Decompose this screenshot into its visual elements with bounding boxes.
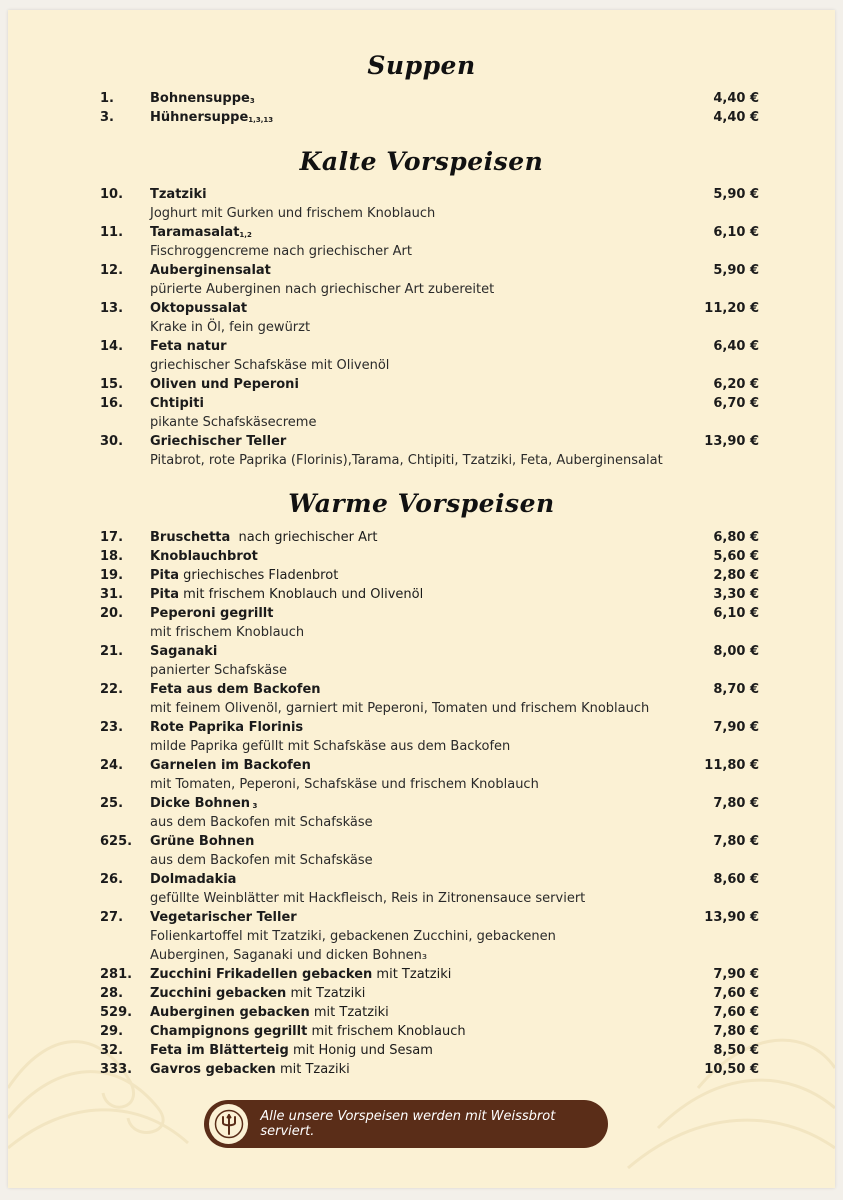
item-description: pürierte Auberginen nach griechischer Art zubereitet (150, 282, 495, 297)
item-name: Feta aus dem Backofen (150, 682, 321, 697)
item-price: 11,80 € (704, 758, 759, 773)
item-name: Grüne Bohnen (150, 834, 255, 849)
item-description: aus dem Backofen mit Schafskäse (150, 815, 373, 830)
item-name: Gavros gebacken mit Tzaziki (150, 1062, 350, 1077)
item-extra: mit Tzatziki (286, 986, 366, 1001)
item-description: gefüllte Weinblätter mit Hackfleisch, Reis in Zitronensauce serviert (150, 891, 586, 906)
item-name: Hühnersuppe$_{1,3,13}$ (150, 110, 274, 125)
item-number: 1. (100, 91, 114, 106)
item-name: Garnelen im Backofen (150, 758, 311, 773)
item-price: 5,90 € (713, 187, 759, 202)
item-price: 6,40 € (713, 339, 759, 354)
item-number: 22. (100, 682, 124, 697)
item-description: griechischer Schafskäse mit Olivenöl (150, 358, 390, 373)
item-price: 6,80 € (713, 530, 759, 545)
item-number: 26. (100, 872, 124, 887)
item-allergens: 3 (249, 97, 255, 105)
item-number: 25. (100, 796, 124, 811)
item-name: Bruschetta nach griechischer Art (150, 530, 378, 545)
item-number: 28. (100, 986, 124, 1001)
item-name: Oliven und Peperoni (150, 377, 299, 392)
item-name: Peperoni gegrillt (150, 606, 274, 621)
item-name: Vegetarischer Teller (150, 910, 297, 925)
item-name: Saganaki (150, 644, 218, 659)
item-number: 14. (100, 339, 124, 354)
item-number: 3. (100, 110, 114, 125)
item-extra: mit frischem Knoblauch und Olivenöl (178, 587, 424, 602)
item-extra: nach griechischer Art (230, 530, 378, 545)
item-price: 8,70 € (713, 682, 759, 697)
item-number: 16. (100, 396, 124, 411)
item-price: 4,40 € (713, 110, 759, 125)
section-title-warme-vorspeisen: Warme Vorspeisen (288, 489, 555, 518)
item-name: Tzatziki (150, 187, 207, 202)
item-name: Oktopussalat (150, 301, 248, 316)
item-number: 281. (100, 967, 133, 982)
section-title-suppen: Suppen (367, 51, 476, 80)
item-extra: mit Honig und Sesam (288, 1043, 433, 1058)
item-name: Dolmadakia (150, 872, 237, 887)
item-price: 7,80 € (713, 1024, 759, 1039)
item-extra: mit frischem Knoblauch (307, 1024, 466, 1039)
item-price: 2,80 € (713, 568, 759, 583)
item-number: 24. (100, 758, 124, 773)
item-name: Zucchini gebacken mit Tzatziki (150, 986, 366, 1001)
item-number: 11. (100, 225, 124, 240)
item-name: Pita griechisches Fladenbrot (150, 568, 339, 583)
section-title-kalte-vorspeisen: Kalte Vorspeisen (299, 147, 544, 176)
item-extra: mit Tzatziki (309, 1005, 389, 1020)
item-number: 12. (100, 263, 124, 278)
item-price: 13,90 € (704, 910, 759, 925)
item-name: Feta im Blätterteig mit Honig und Sesam (150, 1043, 433, 1058)
item-price: 4,40 € (713, 91, 759, 106)
item-name: Chtipiti (150, 396, 204, 411)
item-price: 8,60 € (713, 872, 759, 887)
item-number: 529. (100, 1005, 133, 1020)
item-description: Fischroggencreme nach griechischer Art (150, 244, 412, 259)
item-price: 8,50 € (713, 1043, 759, 1058)
item-price: 7,90 € (713, 967, 759, 982)
item-description: panierter Schafskäse (150, 663, 287, 678)
item-price: 10,50 € (704, 1062, 759, 1077)
item-price: 3,30 € (713, 587, 759, 602)
item-description: mit Tomaten, Peperoni, Schafskäse und frischem Knoblauch (150, 777, 539, 792)
item-description: Pitabrot, rote Paprika (Florinis),Tarama, Chtipiti, Tzatziki, Feta, Auberginensalat (150, 453, 663, 468)
item-price: 7,90 € (713, 720, 759, 735)
item-description: Krake in Öl, fein gewürzt (150, 320, 311, 335)
item-name: Dicke Bohnen $_3$ (150, 796, 258, 811)
item-extra: mit Tzatziki (372, 967, 452, 982)
item-number: 333. (100, 1062, 133, 1077)
item-name: Bohnensuppe$_3$ (150, 91, 255, 106)
trident-icon (209, 1104, 248, 1144)
item-allergens: 3 (250, 802, 258, 810)
item-description: Joghurt mit Gurken und frischem Knoblauch (150, 206, 436, 221)
item-number: 18. (100, 549, 124, 564)
item-price: 7,80 € (713, 834, 759, 849)
item-name: Griechischer Teller (150, 434, 287, 449)
item-number: 19. (100, 568, 124, 583)
item-number: 625. (100, 834, 133, 849)
item-number: 17. (100, 530, 124, 545)
item-description: mit feinem Olivenöl, garniert mit Peperoni, Tomaten und frischem Knoblauch (150, 701, 650, 716)
item-number: 21. (100, 644, 124, 659)
item-price: 6,70 € (713, 396, 759, 411)
item-number: 10. (100, 187, 124, 202)
item-allergens: 1,3,13 (248, 116, 274, 124)
item-name: Taramasalat$_{1,2}$ (150, 225, 252, 240)
item-number: 27. (100, 910, 124, 925)
item-number: 23. (100, 720, 124, 735)
item-price: 6,20 € (713, 377, 759, 392)
item-name: Pita mit frischem Knoblauch und Olivenöl (150, 587, 424, 602)
item-description: milde Paprika gefüllt mit Schafskäse aus dem Backofen (150, 739, 511, 754)
item-price: 7,80 € (713, 796, 759, 811)
item-number: 15. (100, 377, 124, 392)
item-price: 8,00 € (713, 644, 759, 659)
item-extra: griechisches Fladenbrot (178, 568, 339, 583)
item-number: 29. (100, 1024, 124, 1039)
item-name: Knoblauchbrot (150, 549, 258, 564)
item-description: mit frischem Knoblauch (150, 625, 305, 640)
item-price: 6,10 € (713, 225, 759, 240)
item-name: Zucchini Frikadellen gebacken mit Tzatziki (150, 967, 452, 982)
menu-page (8, 10, 835, 1188)
item-name: Champignons gegrillt mit frischem Knoblauch (150, 1024, 466, 1039)
item-description: aus dem Backofen mit Schafskäse (150, 853, 373, 868)
item-name: Feta natur (150, 339, 227, 354)
item-price: 7,60 € (713, 1005, 759, 1020)
item-price: 13,90 € (704, 434, 759, 449)
item-number: 13. (100, 301, 124, 316)
item-price: 5,90 € (713, 263, 759, 278)
item-extra: mit Tzaziki (275, 1062, 350, 1077)
bread-note-banner (204, 1100, 608, 1148)
item-description: pikante Schafskäsecreme (150, 415, 317, 430)
item-description: Folienkartoffel mit Tzatziki, gebackenen Zucchini, gebackenen Auberginen, Saganaki und dicken Bohnen₃ (150, 929, 556, 963)
item-number: 30. (100, 434, 124, 449)
item-price: 7,60 € (713, 986, 759, 1001)
item-price: 6,10 € (713, 606, 759, 621)
item-number: 31. (100, 587, 124, 602)
note-text: Alle unsere Vorspeisen werden mit Weissbrot serviert. (260, 1109, 556, 1139)
item-name: Auberginen gebacken mit Tzatziki (150, 1005, 389, 1020)
item-number: 32. (100, 1043, 124, 1058)
item-name: Auberginensalat (150, 263, 271, 278)
item-price: 11,20 € (704, 301, 759, 316)
item-number: 20. (100, 606, 124, 621)
item-allergens: 1,2 (239, 231, 252, 239)
item-price: 5,60 € (713, 549, 759, 564)
item-name: Rote Paprika Florinis (150, 720, 304, 735)
